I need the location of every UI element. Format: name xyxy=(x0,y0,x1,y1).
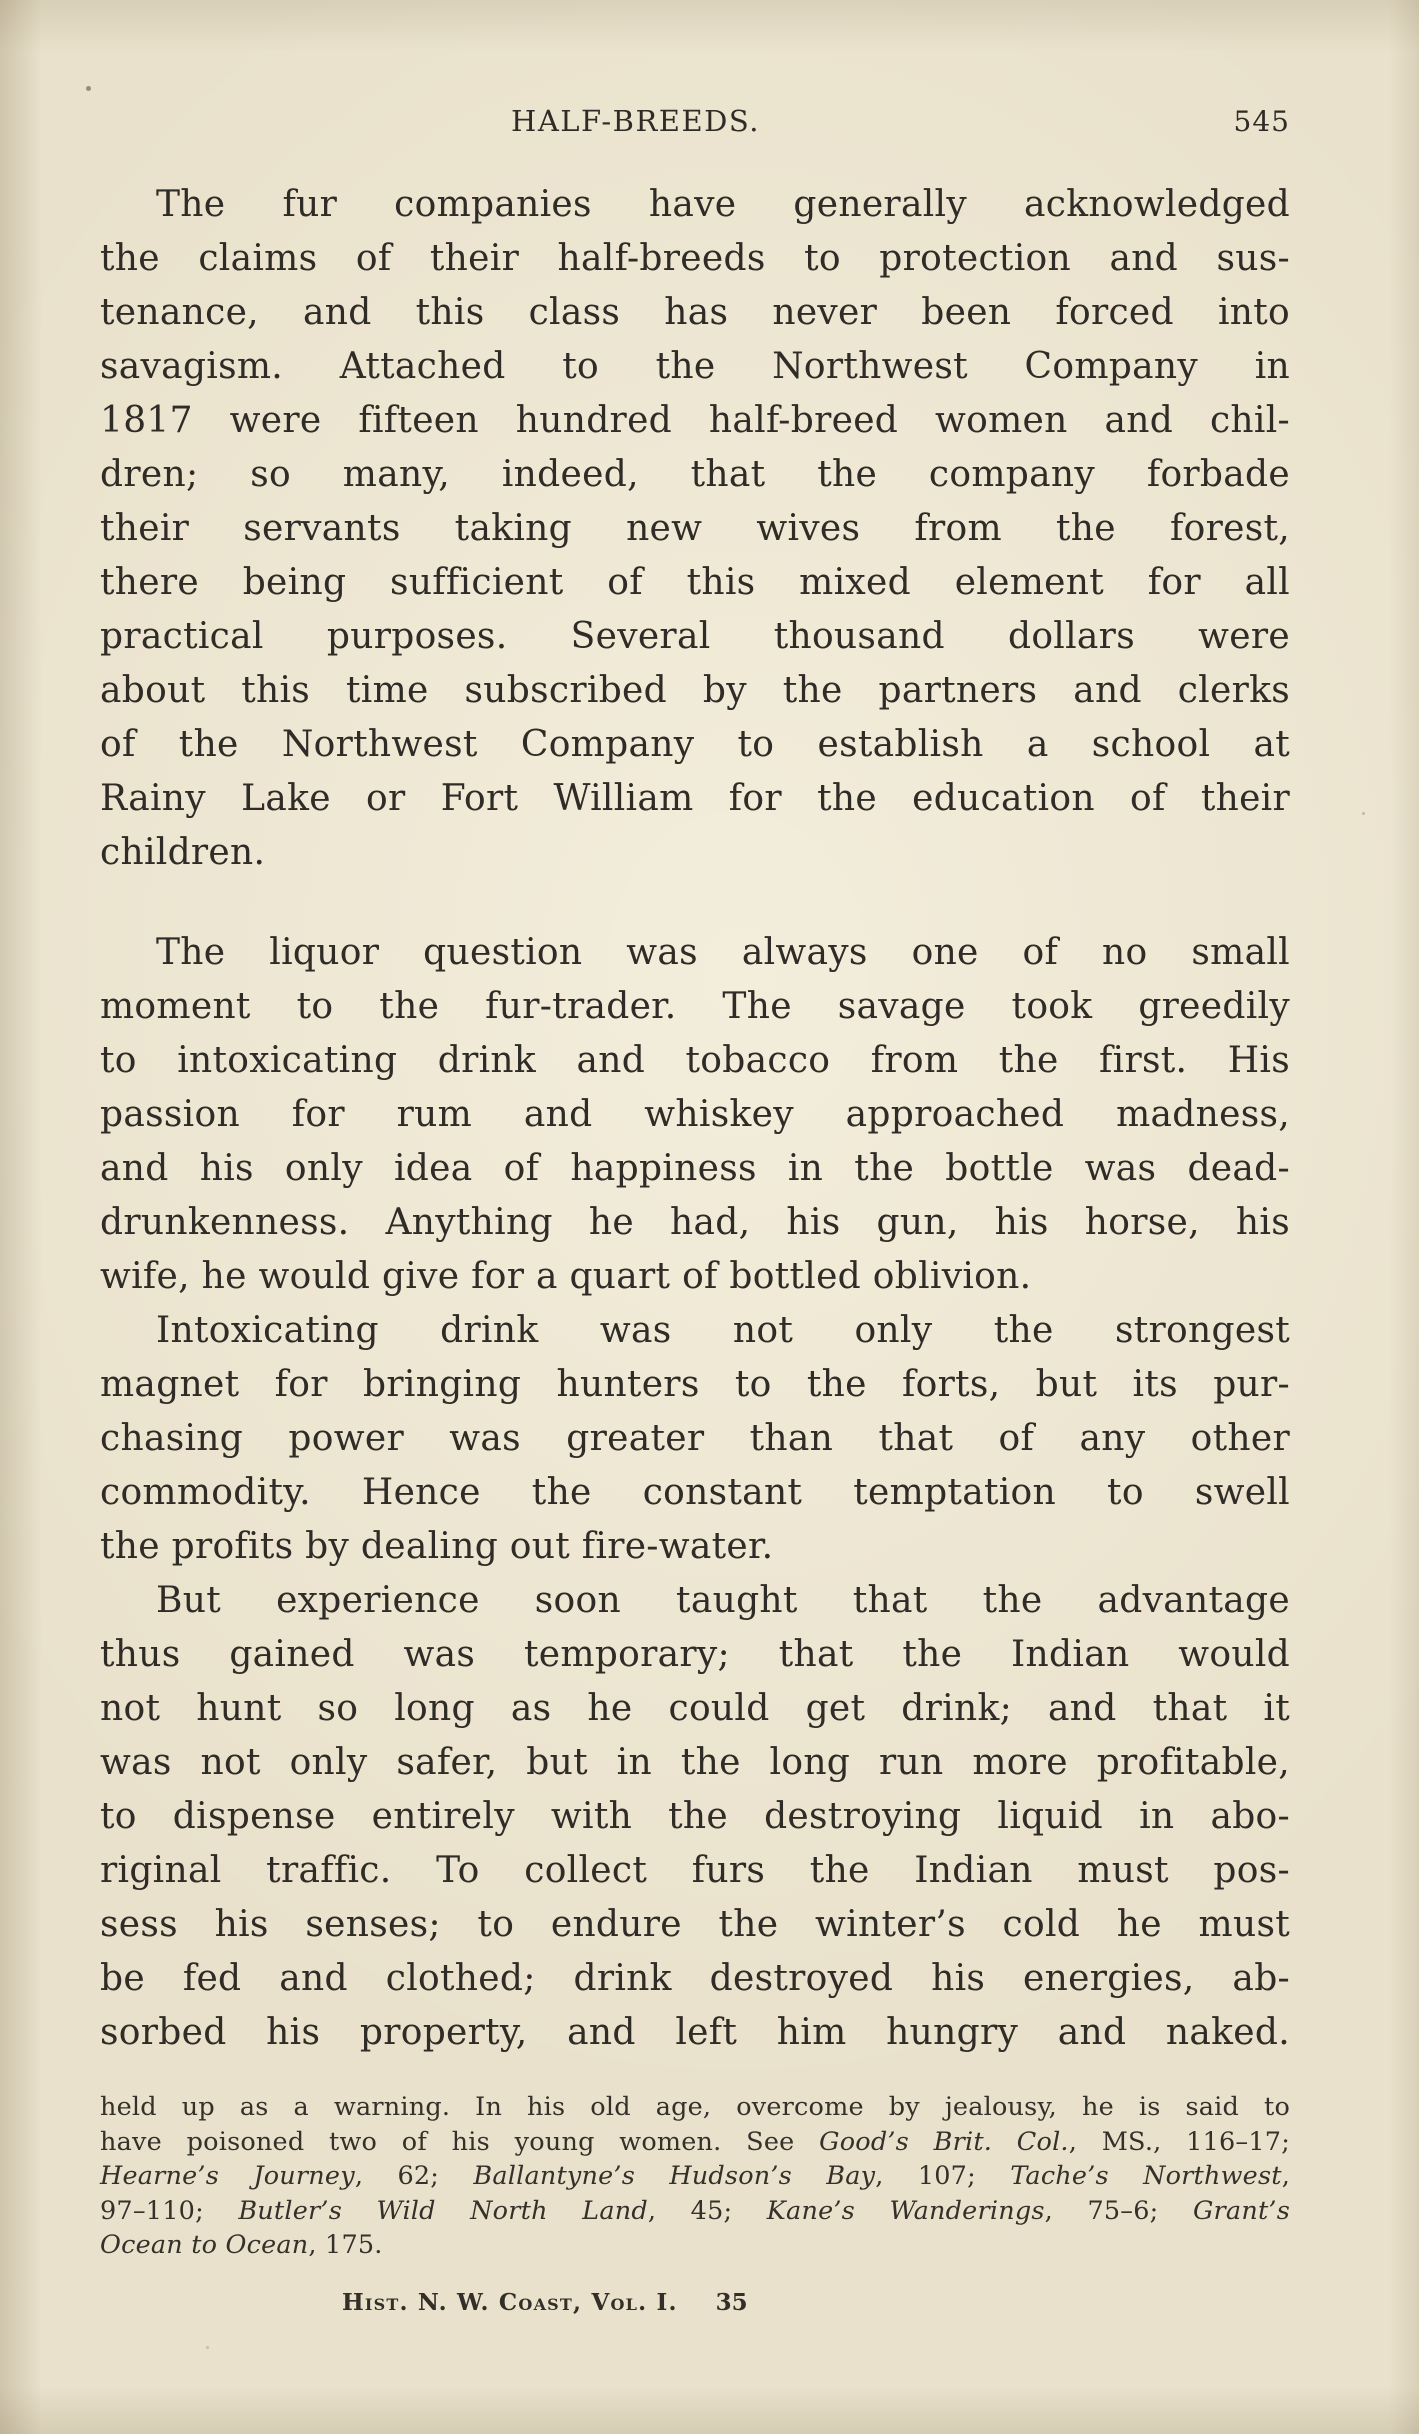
text-line: magnet for bringing hunters to the forts, but its pur- xyxy=(100,1364,1290,1405)
footnote-citation-title: Butler’s Wild North Land xyxy=(238,2195,648,2226)
signature-text: Hist. N. W. Coast, Vol. I. xyxy=(342,2288,678,2316)
signature-number: 35 xyxy=(715,2288,748,2316)
footnote-citation-title: Ballantyne’s Hudson’s Bay xyxy=(473,2161,876,2191)
page-number: 545 xyxy=(1233,105,1290,138)
text-line: there being sufficient of this mixed element for all xyxy=(100,562,1290,603)
footnote-text: , 45; xyxy=(647,2195,767,2226)
footnote-citation-title: Hearne’s Journey xyxy=(100,2161,355,2191)
paragraph xyxy=(100,178,1290,880)
footnote-text: , 175. xyxy=(308,2230,383,2260)
text-line: not hunt so long as he could get drink; and that it xyxy=(100,1688,1290,1729)
text-line: 1817 were fifteen hundred half-breed women and chil- xyxy=(100,400,1290,441)
text-line: children. xyxy=(100,832,266,873)
footnote-text: , 107; xyxy=(875,2161,1011,2191)
text-line: was not only safer, but in the long run more profitable, xyxy=(100,1742,1290,1783)
footnote-text: 97–110; xyxy=(100,2195,239,2226)
footnote-text: , xyxy=(1281,2161,1290,2191)
text-line: drunkenness. Anything he had, his gun, his horse, his xyxy=(100,1202,1290,1243)
text-line: chasing power was greater than that of any other xyxy=(100,1418,1290,1459)
running-header xyxy=(100,104,1290,146)
footnote-line xyxy=(100,2125,1290,2160)
footnote-citation-title: Tache’s Northwest xyxy=(1010,2161,1282,2191)
body-text xyxy=(100,178,1290,2060)
text-line: sorbed his property, and left him hungry and naked. xyxy=(100,2012,1290,2053)
paper-speck xyxy=(1362,812,1365,815)
signature-line xyxy=(342,2289,1290,2316)
text-line: practical purposes. Several thousand dollars were xyxy=(100,616,1290,657)
text-line: wife, he would give for a quart of bottled oblivion. xyxy=(100,1256,1032,1297)
text-line: passion for rum and whiskey approached madness, xyxy=(100,1094,1290,1135)
text-line: savagism. Attached to the Northwest Company in xyxy=(100,346,1290,387)
text-line: thus gained was temporary; that the Indian would xyxy=(100,1634,1290,1675)
footnote-text: , MS., 116–17; xyxy=(1068,2126,1291,2157)
text-line: moment to the fur-trader. The savage took greedily xyxy=(100,986,1290,1027)
text-line: about this time subscribed by the partners and clerks xyxy=(100,670,1290,711)
paragraph xyxy=(100,926,1290,1304)
text-line: Intoxicating drink was not only the strongest xyxy=(156,1310,1290,1351)
text-line: sess his senses; to endure the winter’s cold he must xyxy=(100,1904,1290,1945)
text-block xyxy=(100,104,1290,2316)
footnote-citation-title: Kane’s Wanderings xyxy=(766,2195,1045,2226)
text-line: tenance, and this class has never been forced into xyxy=(100,292,1290,333)
paper-speck xyxy=(86,86,91,91)
text-line: Rainy Lake or Fort William for the education of their xyxy=(100,778,1290,819)
footnote-line xyxy=(100,2228,1290,2263)
text-line: The fur companies have generally acknowledged xyxy=(156,184,1290,225)
paragraph xyxy=(100,1574,1290,2060)
text-line: be fed and clothed; drink destroyed his energies, ab- xyxy=(100,1958,1290,1999)
footnote-line xyxy=(100,2090,1290,2125)
text-line: the profits by dealing out fire-water. xyxy=(100,1526,774,1567)
text-line: their servants taking new wives from the forest, xyxy=(100,508,1290,549)
footnote-text: , 62; xyxy=(354,2161,474,2191)
paper-speck xyxy=(206,2346,209,2349)
footnote-citation-title: Ocean to Ocean xyxy=(100,2230,309,2260)
paragraph xyxy=(100,1304,1290,1574)
text-line: dren; so many, indeed, that the company forbade xyxy=(100,454,1290,495)
text-line: The liquor question was always one of no small xyxy=(156,932,1290,973)
text-line: riginal traffic. To collect furs the Indian must pos- xyxy=(100,1850,1290,1891)
text-line: the claims of their half-breeds to protection and sus- xyxy=(100,238,1290,279)
footnote-citation-title: Grant’s xyxy=(1192,2195,1290,2226)
footnote-text: have poisoned two of his young women. See xyxy=(100,2126,820,2157)
text-line: to dispense entirely with the destroying liquid in abo- xyxy=(100,1796,1290,1837)
running-header-title: HALF-BREEDS. xyxy=(511,104,760,138)
text-line: of the Northwest Company to establish a school at xyxy=(100,724,1290,765)
footnote-citation-title: Good’s Brit. Col. xyxy=(819,2126,1069,2157)
text-line: But experience soon taught that the advantage xyxy=(156,1580,1290,1621)
text-line: commodity. Hence the constant temptation to swell xyxy=(100,1472,1290,1513)
text-line: to intoxicating drink and tobacco from the first. His xyxy=(100,1040,1290,1081)
text-line: and his only idea of happiness in the bottle was dead- xyxy=(100,1148,1290,1189)
footnote-line xyxy=(100,2194,1290,2229)
footnote-text: , 75–6; xyxy=(1044,2195,1193,2226)
footnote-text: held up as a warning. In his old age, overcome by jealousy, he is said to xyxy=(100,2092,1290,2122)
footnote xyxy=(100,2090,1290,2263)
footnote-line xyxy=(100,2159,1290,2194)
